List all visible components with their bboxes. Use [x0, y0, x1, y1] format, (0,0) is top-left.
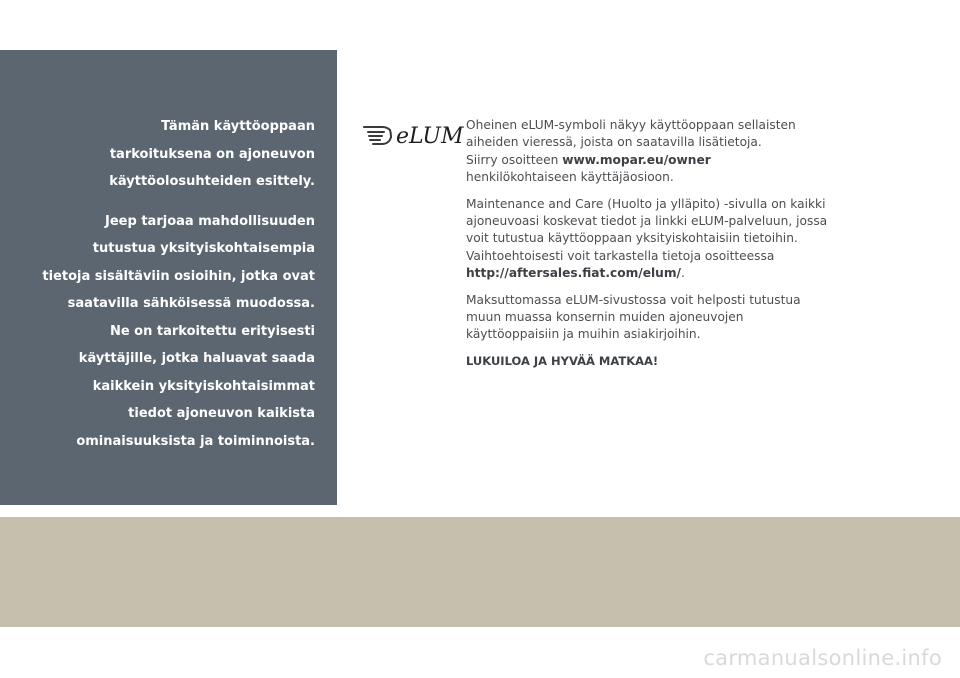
pointing-hand-icon — [364, 127, 391, 144]
sidebar-paragraph-1: Tämän käyttöoppaan tarkoituksena on ajoneuvon käyttöolosuhteiden esittely. — [109, 119, 315, 189]
sidebar-paragraph-2: Jeep tarjoaa mahdollisuuden tutustua yksityiskohtaisempia tietoja sisältäviin osioihin, jotka ovat saatavilla sähköisessä muodossa. Ne on tarkoitettu erityisesti käyttäjille, jotka haluavat saada kaikkein yksityiskohtaisimmat tiedot ajoneuvon kaikista ominaisuuksista ja toiminnoista. — [42, 213, 315, 449]
watermark: carmanualsonline.info — [703, 646, 942, 670]
content-paragraph-2: Maintenance and Care (Huolto ja ylläpito) -sivulla on kaikki ajoneuvoasi koskevat tiedot ja linkki eLUM-palveluun, jossa voit tutustua käyttöoppaan yksityiskohtaisiin tietoihin. Vaihtoehtoisesti voit tarkastella tietoja osoitteessa http://aftersales.fiat.com/elum/. — [466, 196, 828, 281]
content-paragraph-3: Maksuttomassa eLUM-sivustossa voit helposti tutustua muun muassa konsernin muiden ajoneuvojen käyttöoppaisiin ja muihin asiakirjoihin. — [466, 292, 801, 342]
intro-sidebar — [0, 50, 337, 505]
bottom-band — [0, 517, 960, 627]
main-content — [466, 117, 846, 379]
aftersales-elum-link[interactable]: http://aftersales.fiat.com/elum/ — [466, 266, 681, 281]
closing-text: LUKUILOA JA HYVÄÄ MATKAA! — [466, 353, 659, 368]
elum-logo — [360, 113, 464, 153]
content-paragraph-1: Oheinen eLUM-symboli näkyy käyttöoppaan sellaisten aiheiden vieressä, joista on saatavilla lisätietoja. Siirry osoitteen www.mopar.eu/owner henkilökohtaiseen käyttäjäosioon. — [466, 118, 796, 185]
elum-logo-text: eLUM — [396, 124, 464, 149]
mopar-owner-link[interactable]: www.mopar.eu/owner — [562, 152, 711, 167]
